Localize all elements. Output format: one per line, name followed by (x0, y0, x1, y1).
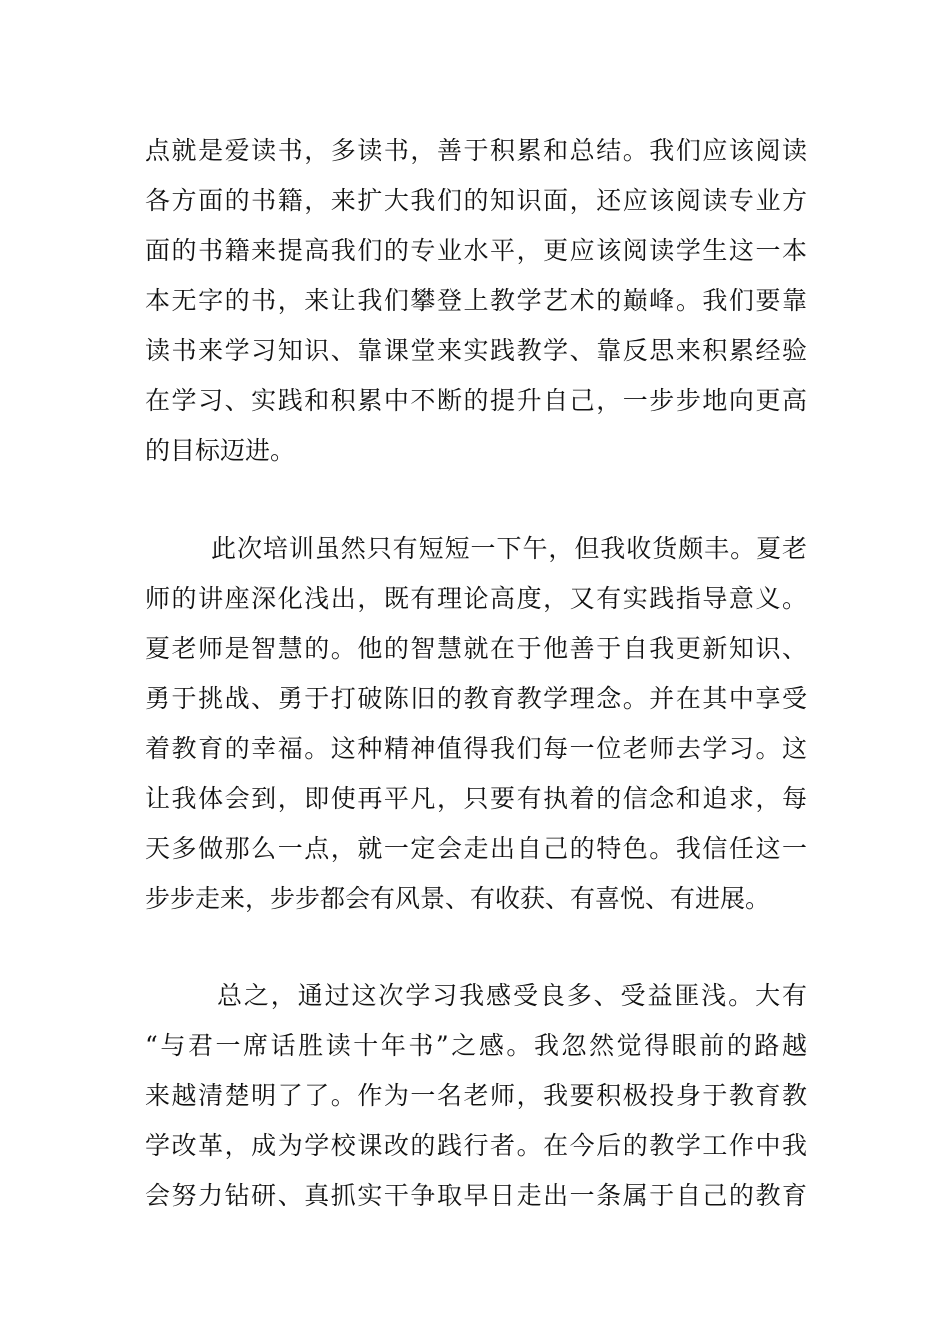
paragraph-3-line-4: 学改革，成为学校课改的践行者。在今后的教学工作中我 (145, 1131, 807, 1160)
paragraph-1-line-4: 本无字的书，来让我们攀登上教学艺术的巅峰。我们要靠 (145, 286, 807, 315)
paragraph-2 (145, 524, 807, 924)
paragraph-1-line-6: 在学习、实践和积累中不断的提升自己，一步步地向更高 (145, 386, 807, 415)
paragraph-2-line-7: 天多做那么一点，就一定会走出自己的特色。我信任这一 (145, 834, 807, 863)
paragraph-1-line-7: 的目标迈进。 (145, 436, 296, 465)
paragraph-3-line-1: 总之，通过这次学习我感受良多、受益匪浅。大有 (217, 981, 807, 1010)
paragraph-1-line-5: 读书来学习知识、靠课堂来实践教学、靠反思来积累经验 (145, 336, 807, 365)
paragraph-2-line-5: 着教育的幸福。这种精神值得我们每一位老师去学习。这 (145, 734, 807, 763)
paragraph-3-line-5: 会努力钻研、真抓实干争取早日走出一条属于自己的教育 (145, 1181, 807, 1210)
paragraph-2-line-3: 夏老师是智慧的。他的智慧就在于他善于自我更新知识、 (145, 634, 807, 663)
paragraph-1-line-3: 面的书籍来提高我们的专业水平，更应该阅读学生这一本 (145, 236, 807, 265)
paragraph-2-line-1: 此次培训虽然只有短短一下午，但我收货颇丰。夏老 (211, 534, 807, 563)
paragraph-2-line-2: 师的讲座深化浅出，既有理论高度，又有实践指导意义。 (145, 584, 807, 613)
paragraph-2-line-6: 让我体会到，即使再平凡，只要有执着的信念和追求，每 (145, 784, 807, 813)
paragraph-1 (145, 126, 807, 476)
paragraph-3 (145, 971, 807, 1221)
paragraph-3-line-2: “与君一席话胜读十年书”之感。我忽然觉得眼前的路越 (145, 1031, 807, 1060)
paragraph-1-line-2: 各方面的书籍，来扩大我们的知识面，还应该阅读专业方 (145, 186, 807, 215)
paragraph-1-line-1: 点就是爱读书，多读书，善于积累和总结。我们应该阅读 (145, 136, 807, 165)
paragraph-2-line-4: 勇于挑战、勇于打破陈旧的教育教学理念。并在其中享受 (145, 684, 807, 713)
paragraph-3-line-3: 来越清楚明了了。作为一名老师，我要积极投身于教育教 (145, 1081, 807, 1110)
paragraph-2-line-8: 步步走来，步步都会有风景、有收获、有喜悦、有进展。 (145, 884, 771, 913)
